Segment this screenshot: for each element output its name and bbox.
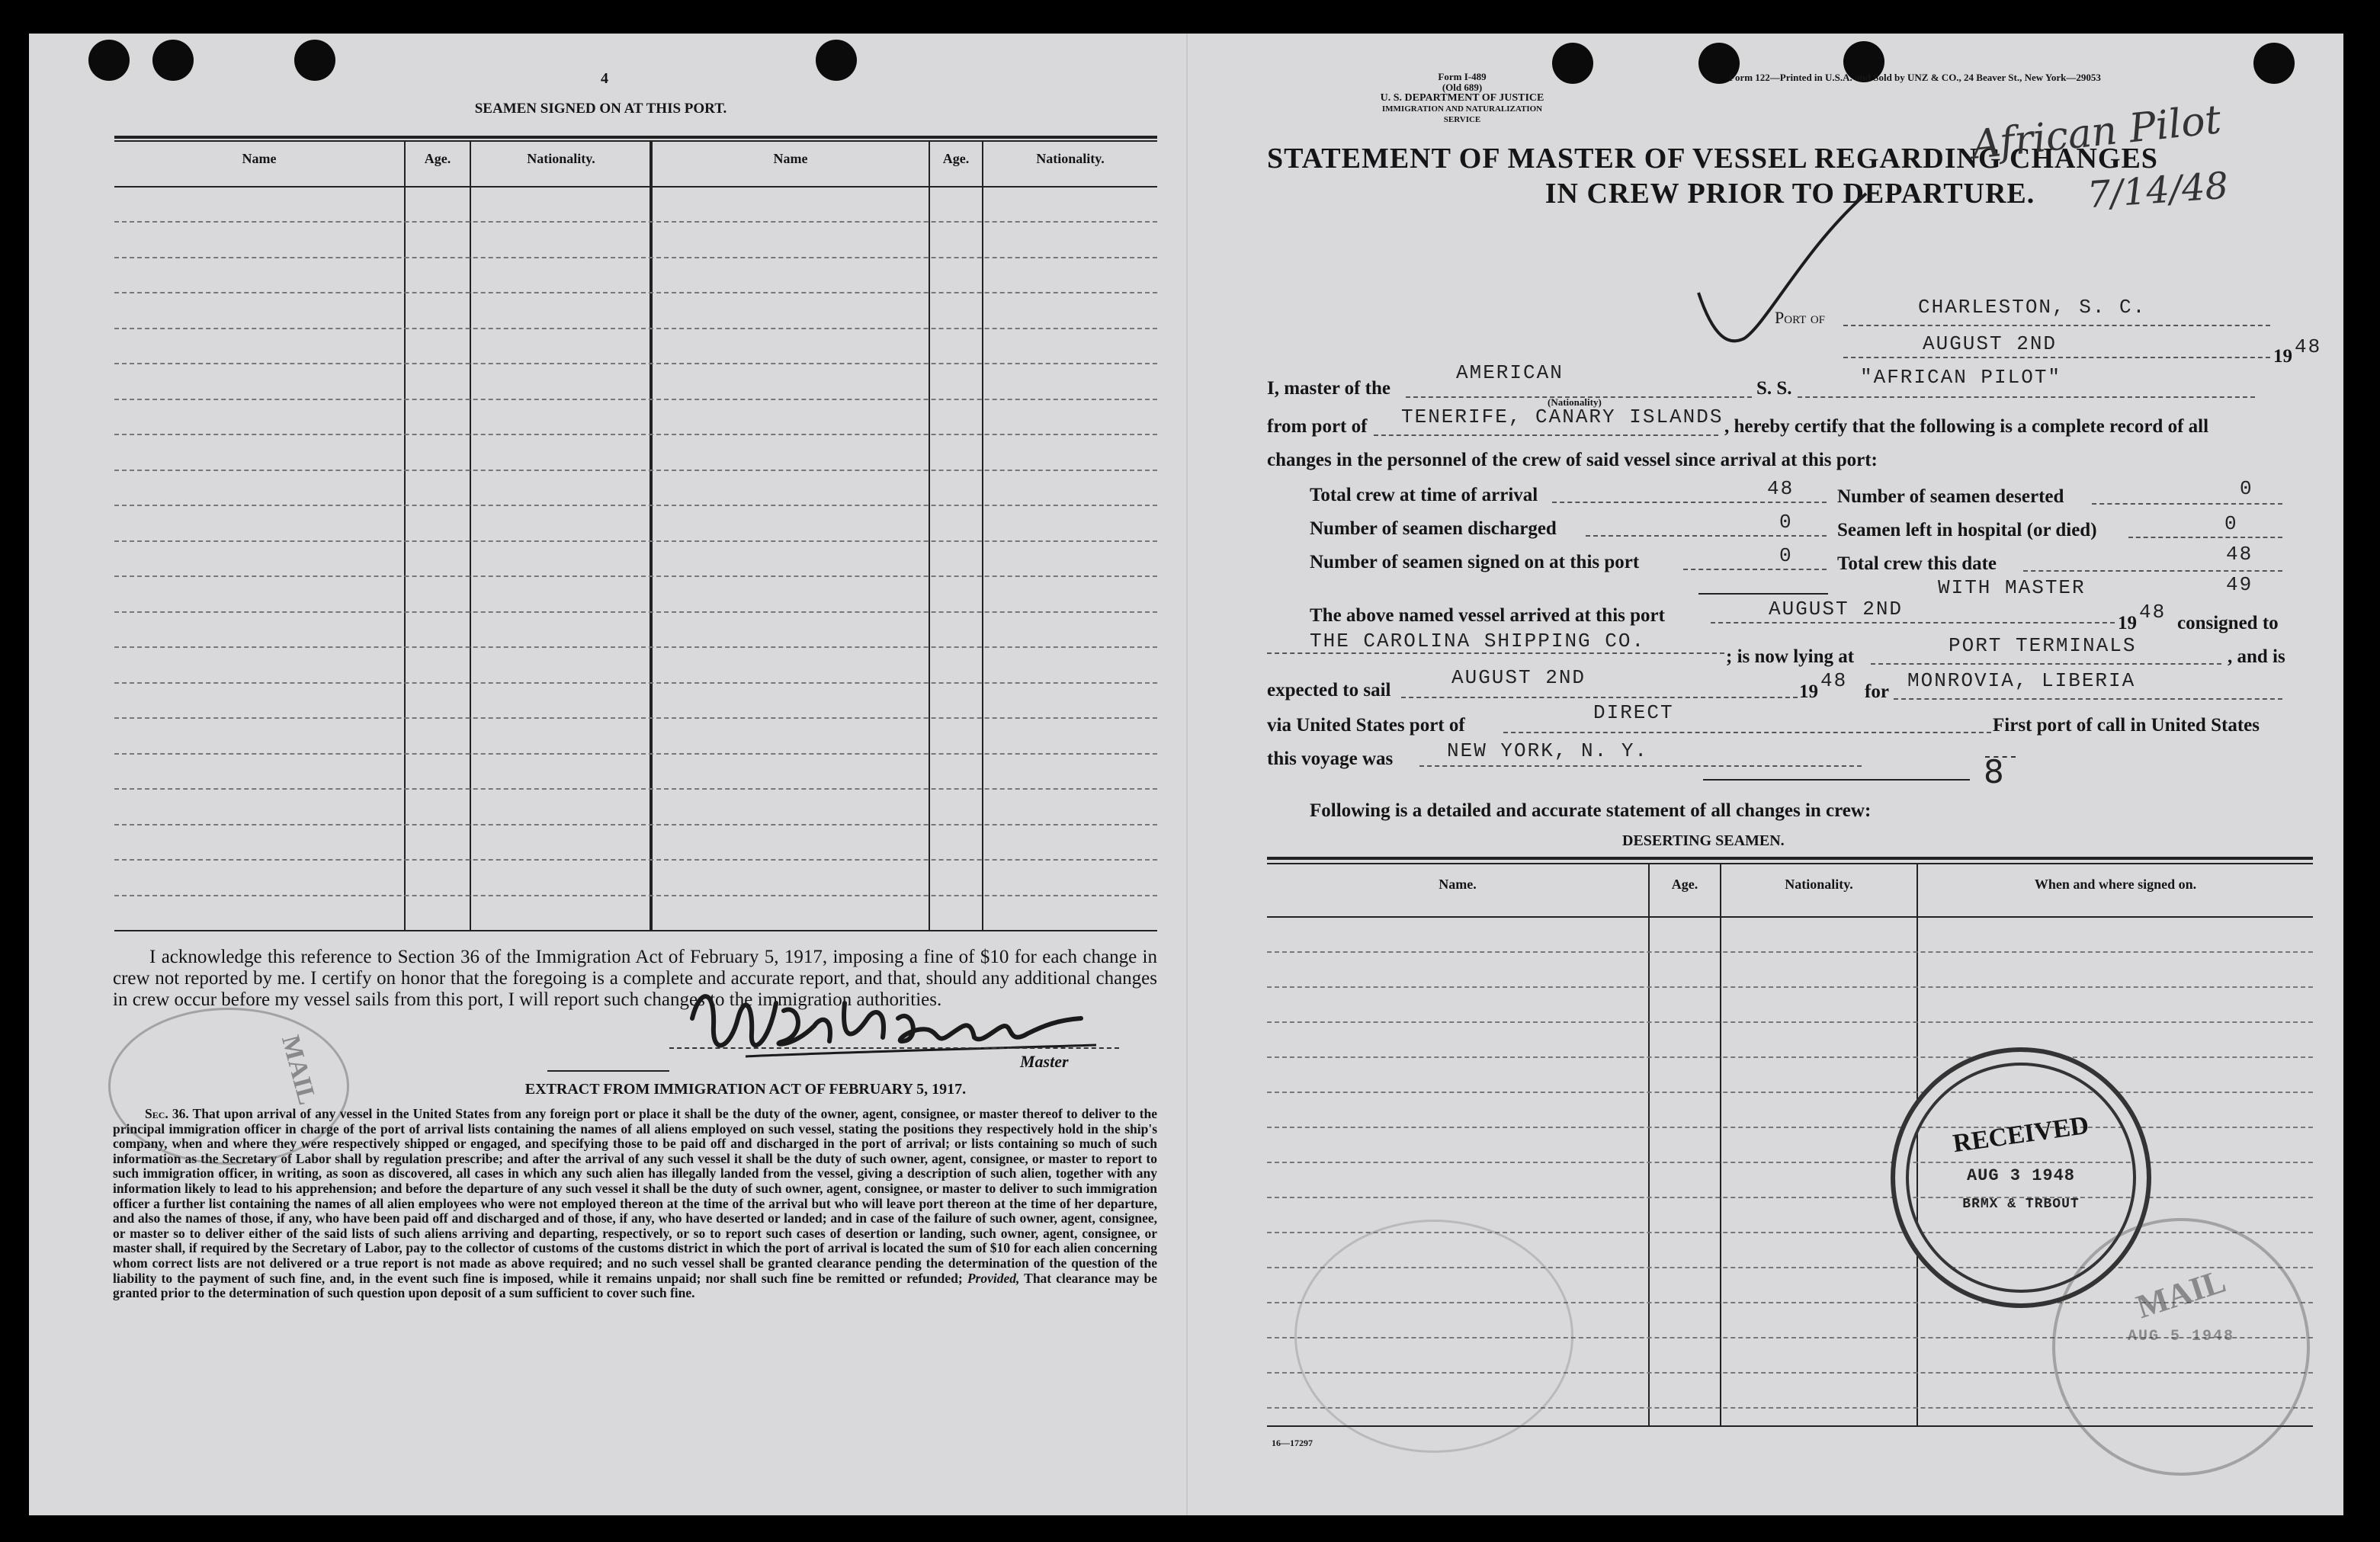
extract-title: EXTRACT FROM IMMIGRATION ACT OF FEBRUARY 5, 1917. <box>524 1081 967 1098</box>
sail-year-value: 48 <box>1820 669 1848 692</box>
voyage-rule <box>1703 779 1970 781</box>
table-row-line <box>114 292 1157 293</box>
this-voyage-label: this voyage was <box>1267 749 1394 769</box>
table-row-line <box>114 470 1157 471</box>
table-top-rule <box>114 136 1157 139</box>
punch-hole <box>294 40 335 81</box>
arrived-year-value: 48 <box>2139 601 2167 624</box>
deserting-column-divider <box>1648 863 1650 1427</box>
total-date-line <box>2023 570 2282 572</box>
header-rule <box>114 186 1157 188</box>
signature-line <box>669 1047 1119 1049</box>
table-row-line <box>1267 1127 2313 1128</box>
extract-section-label: Sec. 36. <box>145 1106 189 1121</box>
discharged-line <box>1586 535 1827 537</box>
signed-on-value: 0 <box>1779 544 1793 567</box>
deserted-value: 0 <box>2240 477 2253 500</box>
hospital-label: Seamen left in hospital (or died) <box>1837 520 2097 540</box>
lying-line <box>1871 663 2221 665</box>
table-row-line <box>114 328 1157 329</box>
mail-stamp <box>2052 1218 2310 1476</box>
column-divider <box>470 140 471 931</box>
sail-value: AUGUST 2ND <box>1451 666 1586 689</box>
nationality-value: AMERICAN <box>1456 361 1564 384</box>
table-row-line <box>114 717 1157 719</box>
signed-on-label: Number of seamen signed on at this port <box>1310 552 1640 572</box>
column-header-nationality: Nationality. <box>527 151 595 166</box>
date-line <box>1843 357 2270 358</box>
date-value: AUGUST 2ND <box>1923 332 2058 355</box>
from-port-value: TENERIFE, CANARY ISLANDS <box>1401 406 1724 428</box>
table-row-line <box>1267 1162 2313 1163</box>
table-row-line <box>1267 1092 2313 1093</box>
service: IMMIGRATION AND NATURALIZATION SERVICE <box>1381 104 1543 124</box>
form-title-line-2: IN CREW PRIOR TO DEPARTURE. <box>1544 178 2035 210</box>
destination-value: MONROVIA, LIBERIA <box>1907 669 2136 692</box>
deserting-column-divider <box>1720 863 1721 1427</box>
deserting-column-signed-on: When and where signed on. <box>2034 877 2197 892</box>
ss-label: S. S. <box>1756 378 1792 399</box>
mail-stamp-text: MAIL <box>275 1032 322 1108</box>
consigned-label: consigned to <box>2177 613 2279 633</box>
master-of-label: I, master of the <box>1267 378 1390 399</box>
table-row-line <box>114 611 1157 613</box>
port-value: CHARLESTON, S. C. <box>1918 296 2147 319</box>
from-port-label: from port of <box>1267 416 1368 437</box>
page-fold <box>1186 34 1188 1515</box>
document-sheet <box>29 34 2343 1515</box>
discharged-value: 0 <box>1779 511 1793 534</box>
column-divider <box>929 140 930 931</box>
deserting-title: DESERTING SEAMEN. <box>1622 832 1785 849</box>
sail-line <box>1401 697 1798 698</box>
form-header <box>1371 72 1554 125</box>
extract-text: That upon arrival of any vessel in the United States from any foreign port or place it shall be the duty of the owner, agent, consignee, or master thereof to deliver to the principal immigration officer in charge of the port of arrival lists containing the names of all aliens employed on such vessel, stating the positions they respectively hold in the ship's company, when and where they were respectively shipped or engaged, and specifying those to be paid off and discharged in the port of arrival; or lists containing so much of such information as the Secretary of Labor shall by regulation prescribe; and after the arrival of any such vessel it shall be the duty of such owner, agent, consignee, or master to report to such immigration officer, in writing, as soon as discovered, all cases in which any such alien has illegally landed from the vessel, giving a description of such alien, together with any information likely to lead to his apprehension; and before the departure of any such vessel it shall be the duty of such owner, agent, consignee, or master to deliver to such immigration officer a further list containing the names of all alien employees who were not employed thereon at the time of the arrival but who will leave port thereon at the time of her departure, and also the names of those, if any, who have been paid off and discharged and of those, if any, who have deserted or landed; and in case of the failure of such owner, agent, consignee, or master so to deliver either of the said lists of such aliens arriving and departing, respectively, or so to report such cases of desertion or landing, such owner, agent, consignee, or master shall, if required by the Secretary of Labor, pay to the collector of customs of the customs district in which the port of arrival is located the sum of $10 for each alien concerning whom correct lists are not delivered or a true report is not made as above required; and no such vessel shall be granted clearance pending the determination of the question of the liability to the payment of such fine, and, in the event such fine is imposed, while it remains unpaid; nor shall such fine be remitted or refunded; <box>113 1106 1157 1286</box>
first-port-label: First port of call in United States <box>1993 715 2260 736</box>
table-row-line <box>114 221 1157 223</box>
table-row-line <box>114 363 1157 364</box>
hospital-line <box>2128 537 2282 538</box>
year-value: 48 <box>2295 335 2322 358</box>
via-label: via United States port of <box>1267 715 1465 736</box>
arrived-label: The above named vessel arrived at this port <box>1310 605 1665 626</box>
mail-stamp-text: MAIL <box>2131 1261 2231 1326</box>
column-header-age: Age. <box>942 151 970 166</box>
consignee-value: THE CAROLINA SHIPPING CO. <box>1310 630 1646 652</box>
check-mark <box>1683 186 1889 369</box>
sail-year-prefix: 19 <box>1799 681 1818 702</box>
received-stamp-date: AUG 3 1948 <box>1966 1166 2076 1185</box>
from-port-line <box>1374 434 1718 436</box>
changes-text: changes in the personnel of the crew of said vessel since arrival at this port: <box>1267 450 1878 470</box>
table-row-line <box>114 399 1157 400</box>
total-date-label: Total crew this date <box>1837 553 1997 574</box>
deserted-line <box>2092 503 2282 505</box>
column-header-name: Name <box>773 151 808 166</box>
table-bottom-rule <box>114 930 1157 931</box>
table-row-line <box>114 859 1157 861</box>
table-row-line <box>114 505 1157 506</box>
table-top-rule <box>114 140 1157 142</box>
footer-code: 16—17297 <box>1272 1438 1313 1448</box>
discharged-label: Number of seamen discharged <box>1310 518 1557 539</box>
deserting-header-rule <box>1267 916 2313 918</box>
table-row-line <box>1267 986 2313 988</box>
vessel-line <box>1798 396 2255 398</box>
column-header-age: Age. <box>424 151 451 166</box>
form-title-line-1: STATEMENT OF MASTER OF VESSEL REGARDING CHANGES <box>1267 143 2158 175</box>
mail-stamp-date: AUG 5 1948 <box>2127 1328 2235 1345</box>
column-header-name: Name <box>242 151 277 166</box>
column-divider <box>982 140 983 931</box>
faint-stamp <box>1294 1220 1573 1453</box>
year-prefix: 19 <box>2273 346 2292 367</box>
table-row-line <box>114 788 1157 790</box>
table-row-line <box>1267 1056 2313 1058</box>
lying-label: ; is now lying at <box>1726 646 1855 667</box>
column-divider <box>650 140 653 931</box>
nationality-caption: (Nationality) <box>1548 396 1602 408</box>
with-master-value: 49 <box>2226 573 2253 596</box>
form-old-number: (Old 689) <box>1442 82 1483 93</box>
extract-tail: That clearance may be granted prior to the determination of such question upon deposit of a sum sufficient to cover such fine. <box>113 1270 1158 1301</box>
certify-text: , hereby certify that the following is a complete record of all <box>1724 416 2209 437</box>
punch-hole <box>816 40 857 81</box>
master-label: Master <box>1020 1052 1069 1071</box>
table-row-line <box>114 646 1157 648</box>
first-port-line <box>1419 765 1862 767</box>
with-master-note: WITH MASTER <box>1938 576 2086 599</box>
form-number: Form I-489 <box>1438 71 1487 82</box>
received-stamp-label: RECEIVED <box>1951 1111 2091 1159</box>
total-crew-label: Total crew at time of arrival <box>1310 485 1538 505</box>
page-mark: 8 <box>1984 753 2004 790</box>
total-crew-value: 48 <box>1767 477 1795 500</box>
table-row-line <box>114 895 1157 896</box>
via-line <box>1503 732 1991 733</box>
arrived-year-prefix: 19 <box>2118 613 2137 633</box>
table-row-line <box>114 575 1157 577</box>
punch-hole <box>88 40 130 81</box>
extract-rule <box>547 1070 669 1072</box>
for-label: for <box>1865 681 1889 702</box>
table-row-line <box>114 682 1157 684</box>
stats-rule <box>1698 593 1828 595</box>
total-crew-line <box>1552 502 1827 503</box>
first-port-value: NEW YORK, N. Y. <box>1447 739 1649 762</box>
column-header-nationality: Nationality. <box>1036 151 1105 166</box>
deserting-table-top-rule <box>1267 857 2313 860</box>
signed-on-line <box>1683 569 1827 570</box>
page-number: 4 <box>601 70 608 87</box>
and-is-text: , and is <box>2228 646 2285 667</box>
following-text: Following is a detailed and accurate statement of all changes in crew: <box>1310 800 1872 821</box>
deserting-column-name: Name. <box>1439 877 1477 892</box>
hospital-value: 0 <box>2224 512 2238 535</box>
lying-value: PORT TERMINALS <box>1949 634 2137 657</box>
punch-hole <box>2253 43 2295 84</box>
printer-line: Form 122—Printed in U.S.A. and Sold by UNZ & CO., 24 Beaver St., New York—29053 <box>1729 72 2101 83</box>
table-row-line <box>114 824 1157 825</box>
handwritten-vessel-name: African Pilot <box>1969 97 2224 168</box>
table-row-line <box>114 540 1157 542</box>
deserting-table-top-rule <box>1267 863 2313 864</box>
mail-stamp <box>108 1008 349 1165</box>
arrived-line <box>1711 622 2115 624</box>
vessel-name: "AFRICAN PILOT" <box>1860 366 2062 389</box>
acknowledgement-text: I acknowledge this reference to Section 36 of the Immigration Act of February 5, 1917, imposing a fine of $10 for each change in crew not reported by me. I certify on honor that the foregoing is a complete and accurate report, and that, should any additional changes in crew occur before my vessel sails from this port, I will report such changes to the immigration authorities. <box>113 947 1157 1010</box>
received-stamp-office: BRMX & TRBOUT <box>1962 1197 2080 1212</box>
handwritten-date: 7/14/48 <box>2086 164 2230 217</box>
extract-provided: Provided, <box>967 1270 1020 1286</box>
via-value: DIRECT <box>1593 701 1674 724</box>
port-label: Port of <box>1775 308 1826 327</box>
deserted-label: Number of seamen deserted <box>1837 486 2064 507</box>
deserting-column-nationality: Nationality. <box>1785 877 1853 892</box>
table-row-line <box>1267 1021 2313 1023</box>
total-date-value: 48 <box>2226 543 2253 566</box>
table-title: SEAMEN SIGNED ON AT THIS PORT. <box>474 101 727 117</box>
deserting-column-age: Age. <box>1671 877 1698 892</box>
department: U. S. DEPARTMENT OF JUSTICE <box>1380 92 1544 104</box>
port-line <box>1843 325 2270 326</box>
punch-hole <box>1552 43 1593 84</box>
table-row-line <box>114 257 1157 258</box>
table-row-line <box>1267 1197 2313 1198</box>
table-row-line <box>114 753 1157 755</box>
table-row-line <box>114 434 1157 435</box>
arrived-value: AUGUST 2ND <box>1769 598 1904 620</box>
consignee-line <box>1267 652 1724 654</box>
punch-hole <box>152 40 194 81</box>
destination-line <box>1894 698 2282 700</box>
column-divider <box>404 140 406 931</box>
sail-label: expected to sail <box>1267 680 1391 700</box>
table-row-line <box>1267 951 2313 953</box>
